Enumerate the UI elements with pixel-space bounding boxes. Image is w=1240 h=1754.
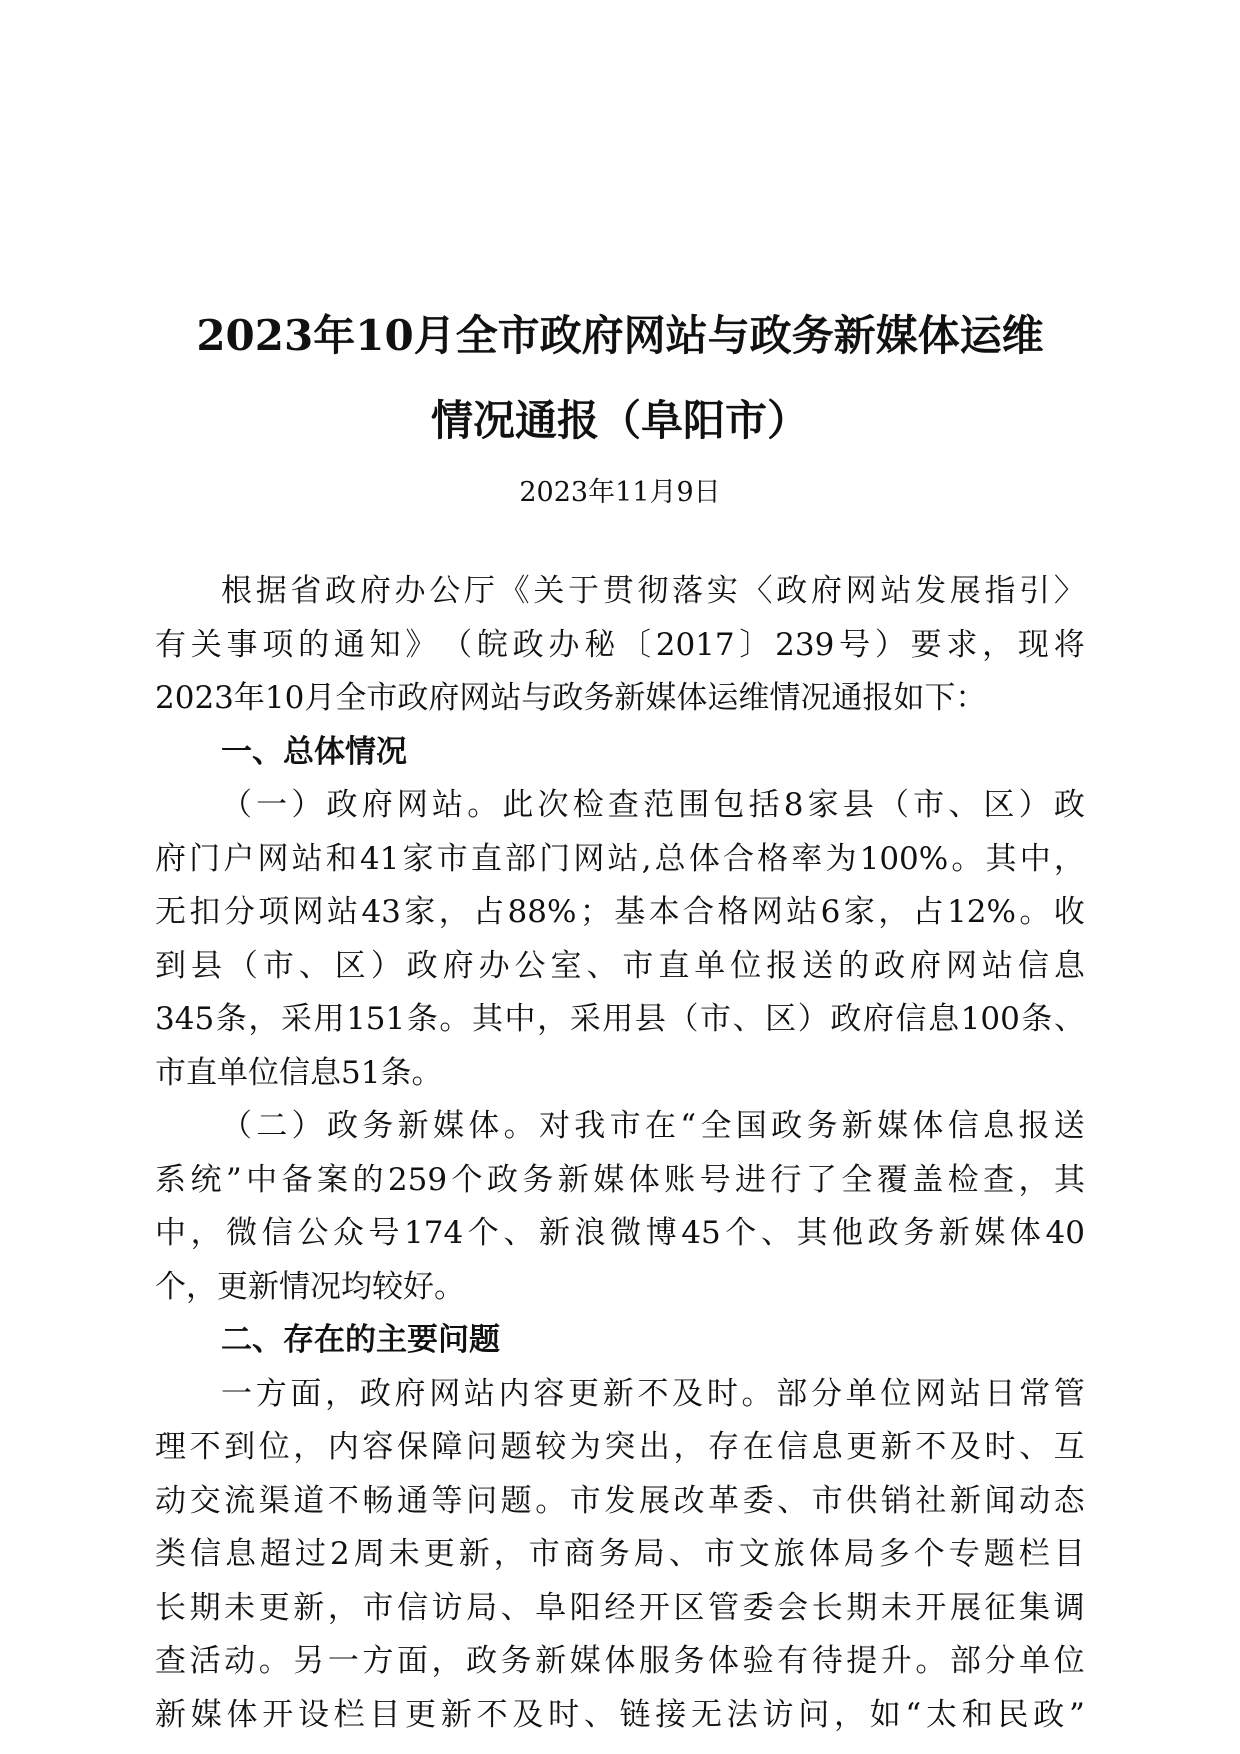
document-body xyxy=(155,565,1085,1742)
paragraph-line: 类 信 息 超 过 2 周 未 更 新 ， 市 商 务 局 、 市 文 旅 体 局 多 个 专 题 栏 目 xyxy=(155,1536,1085,1572)
document-title-line-2: 情况通报（阜阳市） xyxy=(430,396,809,445)
paragraph-line: 有 关 事 项 的 通 知 》 （ 皖 政 办 秘 〔 2017 〕 239 号 ） 要 求 ， 现 将 xyxy=(155,626,1085,663)
paragraph-line: 理 不 到 位 ， 内 容 保 障 问 题 较 为 突 出 ， 存 在 信 息 更 新 不 及 时 、 互 xyxy=(155,1429,1085,1465)
paragraph-line: 府 门 户 网 站 和 41 家 市 直 部 门 网 站 , 总 体 合 格 率 为 100% 。 其 中 ， xyxy=(155,840,1085,877)
section-heading: 一、总体情况 xyxy=(221,733,407,770)
paragraph-line: 2023年10月全市政府网站与政务新媒体运维情况通报如下： xyxy=(155,680,987,716)
paragraph-line: 根 据 省 政 府 办 公 厅 《 关 于 贯 彻 落 实 〈 政 府 网 站 发 展 指 引 〉 xyxy=(221,573,1085,609)
paragraph-line: 动 交 流 渠 道 不 畅 通 等 问 题 。 市 发 展 改 革 委 、 市 供 销 社 新 闻 动 态 xyxy=(155,1482,1085,1519)
paragraph-line: 个，更新情况均较好。 xyxy=(155,1268,465,1305)
paragraph-line: 新 媒 体 开 设 栏 目 更 新 不 及 时 、 链 接 无 法 访 问 ， 如 “ 太 和 民 政 ” xyxy=(155,1696,1085,1733)
paragraph-line: 345 条 ， 采 用 151 条 。 其 中 ， 采 用 县 （ 市 、 区 ） 政 府 信 息 100 条 、 xyxy=(155,1001,1085,1037)
paragraph-line: 到 县 （ 市 、 区 ） 政 府 办 公 室 、 市 直 单 位 报 送 的 政 府 网 站 信 息 xyxy=(155,947,1085,984)
paragraph-line: （ 二 ） 政 务 新 媒 体 。 对 我 市 在 “ 全 国 政 务 新 媒 体 信 息 报 送 xyxy=(221,1108,1085,1144)
paragraph-line: 系 统 ” 中 备 案 的 259 个 政 务 新 媒 体 账 号 进 行 了 全 覆 盖 检 查 ， 其 xyxy=(155,1161,1085,1198)
section-heading: 二、存在的主要问题 xyxy=(221,1322,500,1358)
paragraph-line: 无 扣 分 项 网 站 43 家 ， 占 88% ； 基 本 合 格 网 站 6 家 ， 占 12% 。 收 xyxy=(155,894,1085,930)
paragraph-line: 中 ， 微 信 公 众 号 174 个 、 新 浪 微 博 45 个 、 其 他 政 务 新 媒 体 40 xyxy=(155,1215,1085,1251)
paragraph-line: 一 方 面 ， 政 府 网 站 内 容 更 新 不 及 时 。 部 分 单 位 网 站 日 常 管 xyxy=(221,1375,1085,1412)
document-date: 2023年11月9日 xyxy=(519,477,721,508)
paragraph-line: 长 期 未 更 新 ， 市 信 访 局 、 阜 阳 经 开 区 管 委 会 长 期 未 开 展 征 集 调 xyxy=(155,1589,1085,1626)
paragraph-line: 查 活 动 。 另 一 方 面 ， 政 务 新 媒 体 服 务 体 验 有 待 提 升 。 部 分 单 位 xyxy=(155,1643,1085,1679)
document-title-line-1: 2023年10月全市政府网站与政务新媒体运维 xyxy=(196,311,1044,360)
paragraph-line: 市直单位信息51条。 xyxy=(155,1054,443,1091)
paragraph-line: （ 一 ） 政 府 网 站 。 此 次 检 查 范 围 包 括 8 家 县 （ 市 、 区 ） 政 xyxy=(221,787,1085,823)
